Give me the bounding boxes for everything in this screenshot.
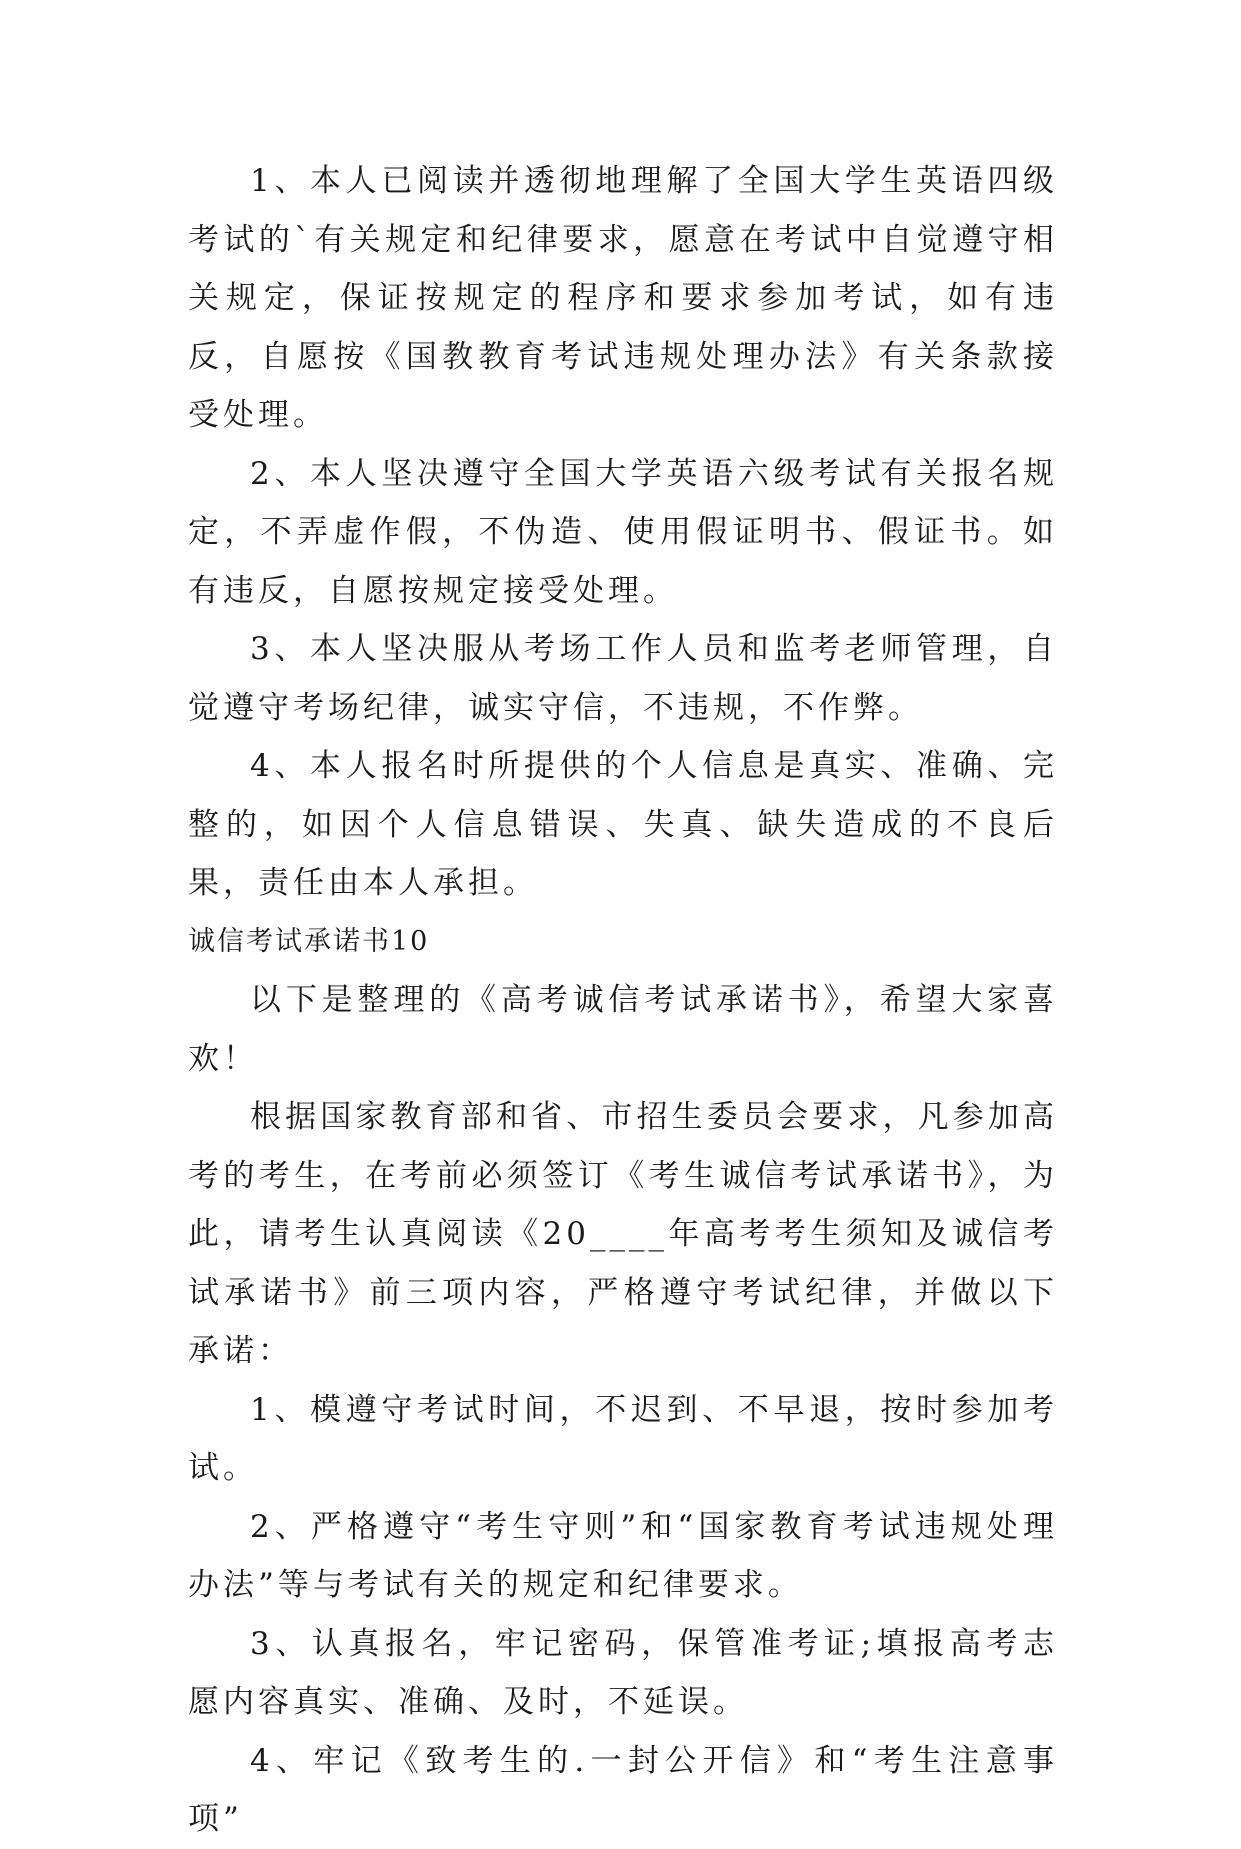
paragraph-promise-3: 3、认真报名，牢记密码，保管准考证;填报高考志愿内容真实、准确、及时，不延误。 bbox=[188, 1625, 1058, 1720]
paragraph-promise-1: 1、模遵守考试时间，不迟到、不早退，按时参加考试。 bbox=[188, 1391, 1058, 1486]
paragraph-promise-2: 2、严格遵守“考生守则”和“国家教育考试违规处理办法”等与考试有关的规定和纪律要求。 bbox=[188, 1508, 1058, 1603]
paragraph-commitment-1: 1、本人已阅读并透彻地理解了全国大学生英语四级考试的`有关规定和纪律要求，愿意在考试中自觉遵守相关规定，保证按规定的程序和要求参加考试，如有违反，自愿按《国教教育考试违规处理办法》有关条款接受处理。 bbox=[188, 163, 1058, 433]
paragraph-promise-4: 4、牢记《致考生的.一封公开信》和“考生注意事项” bbox=[188, 1742, 1058, 1837]
document-body bbox=[188, 152, 1058, 1849]
paragraph-commitment-3: 3、本人坚决服从考场工作人员和监考老师管理，自觉遵守考场纪律，诚实守信，不违规，不作弊。 bbox=[188, 631, 1058, 726]
paragraph-intro: 以下是整理的《高考诚信考试承诺书》，希望大家喜欢！ bbox=[188, 982, 1058, 1077]
paragraph-commitment-2: 2、本人坚决遵守全国大学英语六级考试有关报名规定，不弄虚作假，不伪造、使用假证明书、假证书。如有违反，自愿按规定接受处理。 bbox=[188, 455, 1058, 609]
section-heading: 诚信考试承诺书10 bbox=[188, 925, 430, 957]
paragraph-commitment-4: 4、本人报名时所提供的个人信息是真实、准确、完整的，如因个人信息错误、失真、缺失造成的不良后果，责任由本人承担。 bbox=[188, 748, 1058, 901]
paragraph-requirements: 根据国家教育部和省、市招生委员会要求，凡参加高考的考生，在考前必须签订《考生诚信考试承诺书》，为此，请考生认真阅读《20____年高考考生须知及诚信考试承诺书》前三项内容，严格遵守考试纪律，并做以下承诺： bbox=[188, 1099, 1058, 1369]
